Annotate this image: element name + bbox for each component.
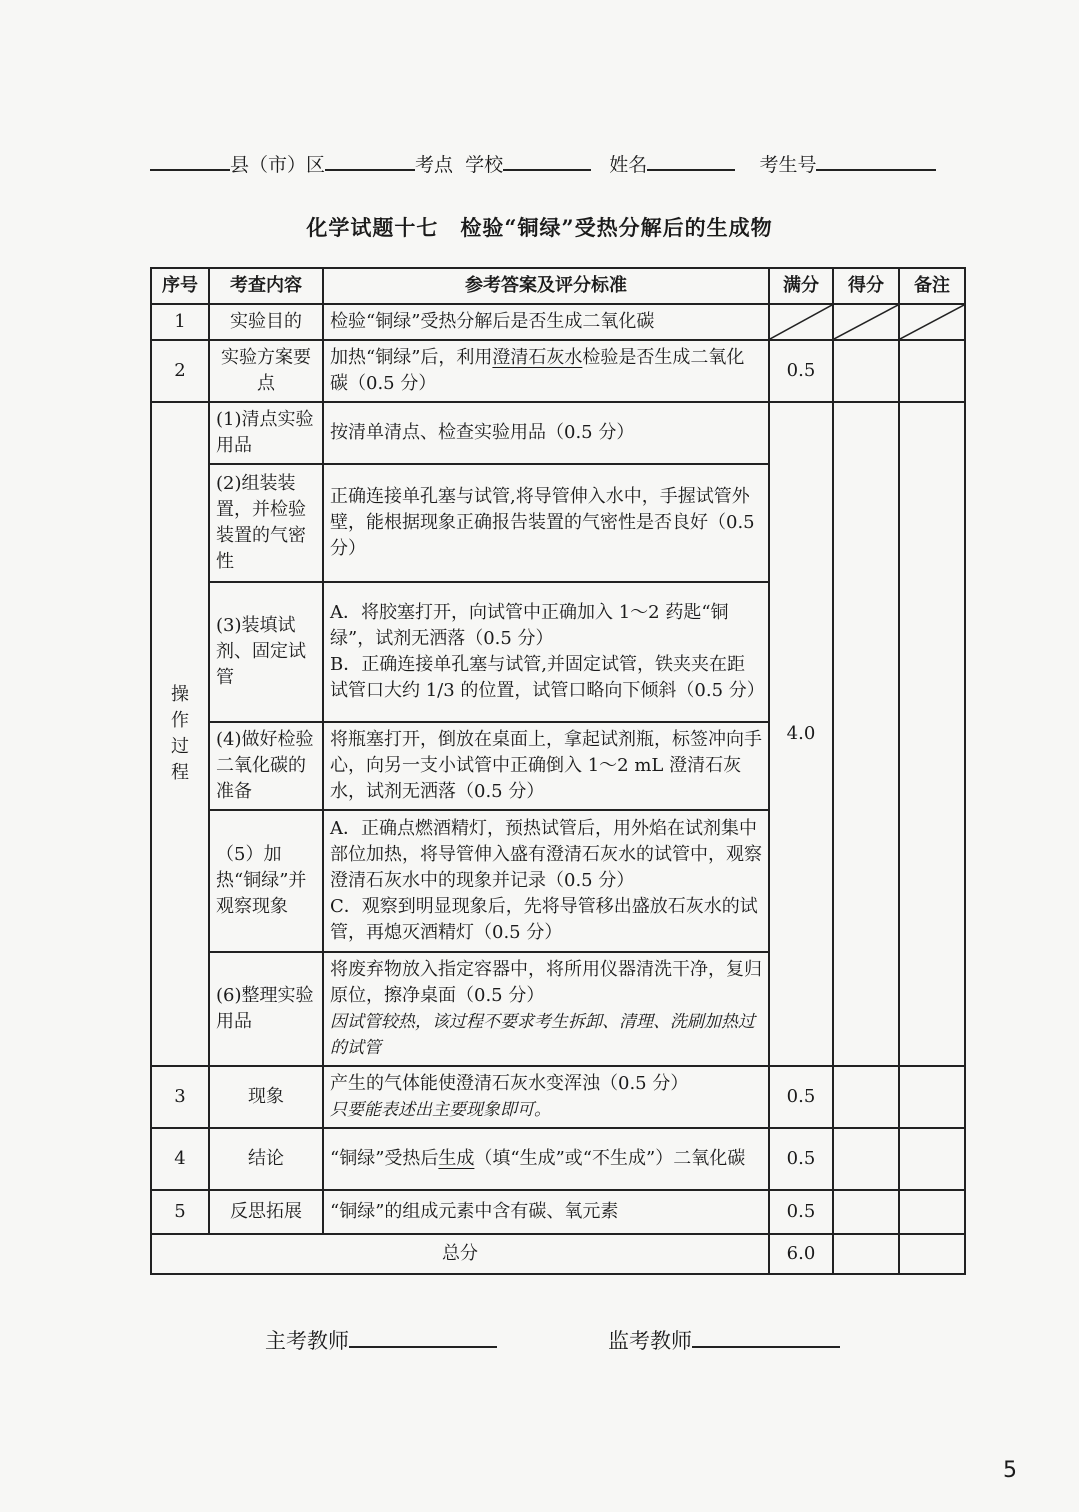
step2-content: (2)组装装置，并检验装置的气密性 (209, 464, 323, 582)
row3-answer-main: 产生的气体能使澄清石灰水变浑浊（0.5 分） (330, 1073, 689, 1094)
row1-full-crossed (769, 304, 833, 340)
row1-content: 实验目的 (209, 304, 323, 340)
chief-examiner-signature (265, 1325, 497, 1355)
step1-content: (1)清点实验用品 (209, 402, 323, 464)
row2-content: 实验方案要点 (209, 340, 323, 402)
step3-content: (3)装填试剂、固定试管 (209, 582, 323, 722)
step4-answer: 将瓶塞打开，倒放在桌面上，拿起试剂瓶，标签冲向手心，向另一支小试管中正确倒入 1～2 mL 澄清石灰水，试剂无洒落（0.5 分） (323, 722, 769, 810)
total-label: 总分 (151, 1234, 769, 1274)
row2-score-cell[interactable] (833, 340, 899, 402)
row2-seq: 2 (151, 340, 209, 402)
exam-number-blank[interactable] (816, 151, 936, 171)
row1-seq: 1 (151, 304, 209, 340)
table-header-row (151, 268, 965, 304)
total-remark-cell[interactable] (899, 1234, 965, 1274)
step3-answer (323, 582, 769, 722)
total-row (151, 1234, 965, 1274)
step6-answer-main: 将废弃物放入指定容器中，将所用仪器清洗干净，复归原位，擦净桌面（0.5 分） (330, 959, 762, 1006)
table-row (151, 1190, 965, 1234)
proctor-label: 监考教师 (608, 1329, 692, 1353)
chief-examiner-blank[interactable] (349, 1328, 497, 1348)
row1-score-crossed (833, 304, 899, 340)
step6-note: 因试管较热，该过程不要求考生拆卸、清理、洗刷加热过的试管 (330, 1012, 755, 1058)
operation-label (151, 402, 209, 1066)
row4-seq: 4 (151, 1128, 209, 1190)
row4-answer (323, 1128, 769, 1190)
header-answer: 参考答案及评分标准 (323, 268, 769, 304)
row2-remark-cell[interactable] (899, 340, 965, 402)
school-label: 学校 (465, 154, 504, 176)
step2-answer: 正确连接单孔塞与试管,将导管伸入水中，手握试管外壁，能根据现象正确报告装置的气密性是否良好（0.5 分） (323, 464, 769, 582)
row3-note: 只要能表述出主要现象即可。 (330, 1100, 551, 1120)
step5-answer (323, 810, 769, 952)
header-remark: 备注 (899, 268, 965, 304)
row2-full: 0.5 (769, 340, 833, 402)
row3-answer (323, 1066, 769, 1128)
school-blank[interactable] (503, 151, 591, 171)
row5-content: 反思拓展 (209, 1190, 323, 1234)
row4-full: 0.5 (769, 1128, 833, 1190)
operation-full: 4.0 (769, 402, 833, 1066)
candidate-info-line (150, 150, 970, 182)
name-label: 姓名 (609, 154, 648, 176)
page-number: 5 (1003, 1458, 1017, 1483)
operation-score-cell[interactable] (833, 402, 899, 1066)
step1-answer: 按清单清点、检查实验用品（0.5 分） (323, 402, 769, 464)
row3-full: 0.5 (769, 1066, 833, 1128)
step4-content: (4)做好检验二氧化碳的准备 (209, 722, 323, 810)
header-score: 得分 (833, 268, 899, 304)
exam-site-label: 考点 (415, 154, 454, 176)
proctor-signature (608, 1325, 840, 1355)
step5-content: （5）加热“铜绿”并观察现象 (209, 810, 323, 952)
operation-remark-cell[interactable] (899, 402, 965, 1066)
operation-char: 操 (171, 684, 189, 705)
row3-remark-cell[interactable] (899, 1066, 965, 1128)
exam-number-label: 考生号 (759, 154, 817, 176)
row4-answer-fill: 生成 (438, 1148, 475, 1169)
header-full-score: 满分 (769, 268, 833, 304)
step5-answer-c: C．观察到明显现象后，先将导管移出盛放石灰水的试管，再熄灭酒精灯（0.5 分） (330, 896, 758, 943)
step5-answer-a: A．正确点燃酒精灯，预热试管后，用外焰在试剂集中部位加热，将导管伸入盛有澄清石灰水的试管中，观察澄清石灰水中的现象并记录（0.5 分） (330, 818, 762, 891)
step3-answer-b: B．正确连接单孔塞与试管,并固定试管，铁夹夹在距试管口大约 1/3 的位置，试管口略向下倾斜（0.5 分） (330, 654, 765, 701)
operation-char: 作 (171, 710, 189, 731)
step3-answer-a: A．将胶塞打开，向试管中正确加入 1～2 药匙“铜绿”，试剂无洒落（0.5 分） (330, 602, 729, 649)
county-label: 县（市）区 (230, 154, 326, 176)
operation-char: 过 (171, 736, 189, 757)
header-content: 考查内容 (209, 268, 323, 304)
row4-score-cell[interactable] (833, 1128, 899, 1190)
step6-answer (323, 952, 769, 1066)
total-score-cell[interactable] (833, 1234, 899, 1274)
table-row (151, 340, 965, 402)
row5-answer: “铜绿”的组成元素中含有碳、氧元素 (323, 1190, 769, 1234)
row4-content: 结论 (209, 1128, 323, 1190)
table-row (151, 1128, 965, 1190)
row2-answer-before: 加热“铜绿”后，利用 (330, 347, 493, 368)
row3-seq: 3 (151, 1066, 209, 1128)
row5-score-cell[interactable] (833, 1190, 899, 1234)
row2-answer-after: 检验是否生成二氧化碳（0.5 分） (330, 347, 745, 394)
row5-full: 0.5 (769, 1190, 833, 1234)
total-full: 6.0 (769, 1234, 833, 1274)
table-row (151, 304, 965, 340)
row4-remark-cell[interactable] (899, 1128, 965, 1190)
step6-content: (6)整理实验用品 (209, 952, 323, 1066)
scoring-table (150, 267, 966, 1275)
header-seq: 序号 (151, 268, 209, 304)
row5-seq: 5 (151, 1190, 209, 1234)
row2-answer-fill: 澄清石灰水 (492, 347, 583, 368)
table-row (151, 1066, 965, 1128)
exam-site-blank[interactable] (325, 151, 415, 171)
row4-answer-after: （填“生成”或“不生成”）二氧化碳 (474, 1148, 746, 1169)
row1-answer: 检验“铜绿”受热分解后是否生成二氧化碳 (323, 304, 769, 340)
operation-char: 程 (171, 762, 189, 783)
row3-score-cell[interactable] (833, 1066, 899, 1128)
row3-content: 现象 (209, 1066, 323, 1128)
row1-remark-crossed (899, 304, 965, 340)
row2-answer (323, 340, 769, 402)
proctor-blank[interactable] (692, 1328, 840, 1348)
table-row (151, 402, 965, 464)
row4-answer-before: “铜绿”受热后 (330, 1148, 439, 1169)
chief-examiner-label: 主考教师 (265, 1329, 349, 1353)
page-title: 化学试题十七 检验“铜绿”受热分解后的生成物 (306, 215, 773, 240)
name-blank[interactable] (647, 151, 735, 171)
county-blank[interactable] (150, 151, 230, 171)
row5-remark-cell[interactable] (899, 1190, 965, 1234)
